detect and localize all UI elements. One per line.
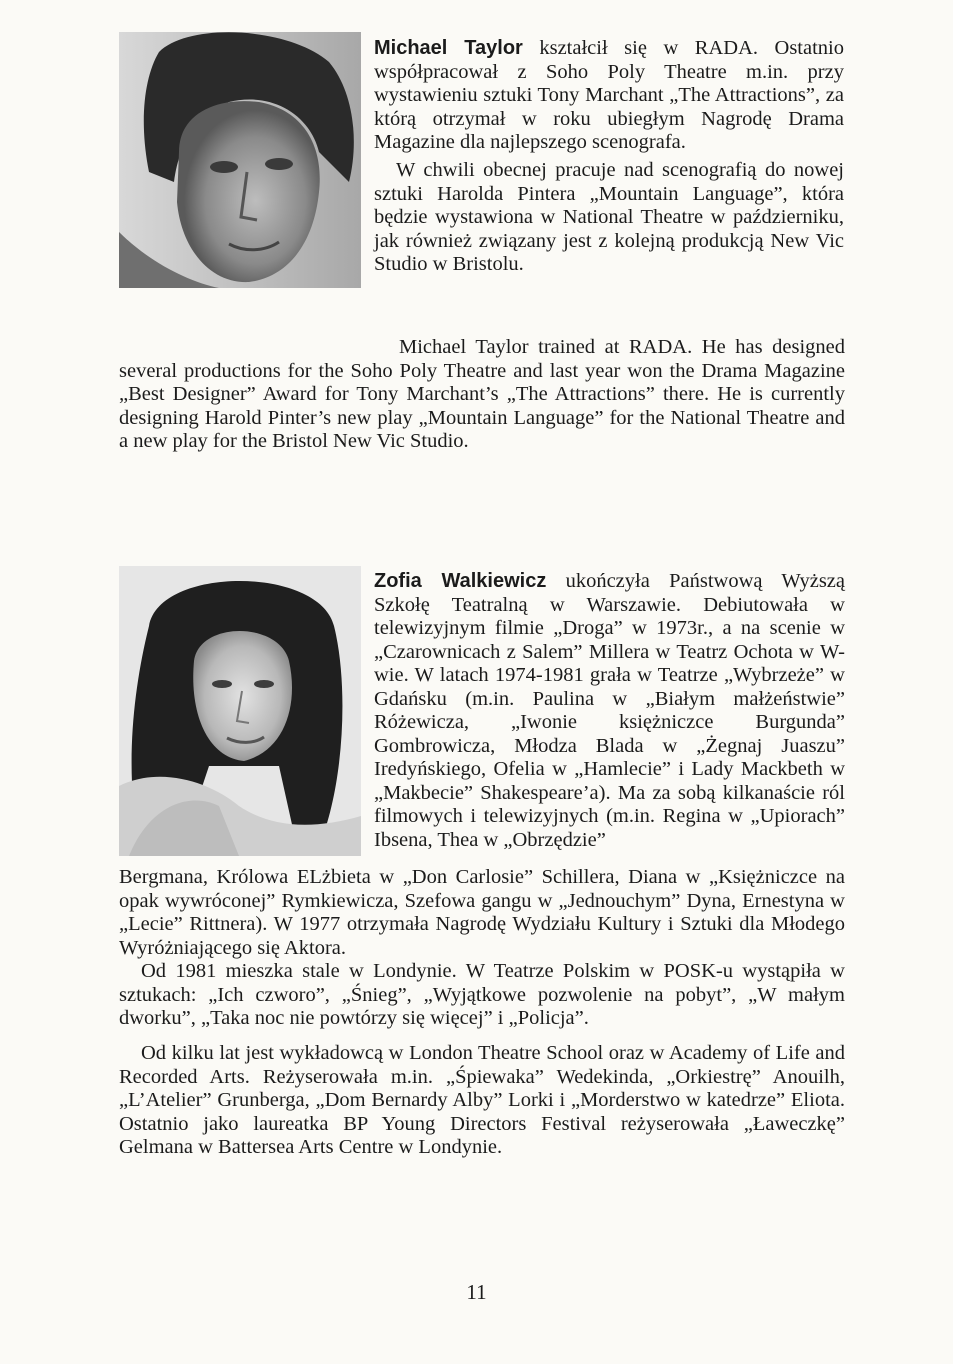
bio-text: Bergmana, Królowa ELżbieta w „Don Carlosie” Schillera, Diana w „Księżniczce na opak wywróconej” Rymkiewicza, Szefowa gangu w „Jednouchym” Dyna, Ernestyna w „Lecie” Rittnera). W 1977 otrzymała Nagrodę Wydziału Kultury i Sztuki dla Młodego Wyróżniającego się Aktora. bbox=[119, 866, 845, 959]
bio-name: Michael Taylor bbox=[374, 37, 523, 59]
bio-text: ukończyła Państwową Wyższą Szkołę Teatralną w Warszawie. Debiutowała w telewizyjnym filmie „Droga” w 1973r., a na scenie w „Czarownicach z Salem” Millera w Teatrz Ochota w W-wie. W latach 1974-1981 grała w Teatrze „Wybrzeże” w Gdańsku (m.in. Paulina w „Białym małżeństwie” Różewicza, „Iwonie księżniczce Burgunda” Gombrowicza, Młodza Blada w „Żegnaj Juaszu” Iredyńskiego, Ofelia w „Hamlecie” i Lady Mackbeth w „Makbecie” Shakespeare’a). Ma za sobą kilkanaście ról filmowych i telewizyjnych (m.in. Regina w „Upiorach” Ibsena, Thea w „Obrzędzie” bbox=[374, 570, 845, 852]
michael-taylor-polish-paragraph-1 bbox=[374, 37, 844, 155]
michael-taylor-english-paragraph bbox=[119, 336, 845, 454]
bio-text: Od kilku lat jest wykładowcą w London Theatre School oraz w Academy of Life and Recorded Arts. Reżyserowała m.in. „Śpiewaka” Wedekinda, „Orkiestrę” Anouilh, „L’Atelier” Grunberga, „Dom Bernardy Alby” Lorki i „Morderstwo w katedrze” Eliota. Ostatnio jako laureatka BP Young Directors Festival reżyserowała „Ławeczkę” Gelmana w Battersea Arts Centre w Londynie. bbox=[119, 1042, 845, 1159]
page-number: 11 bbox=[466, 1280, 487, 1304]
zofia-walkiewicz-paragraph-2 bbox=[119, 960, 845, 1031]
bio-text: Michael Taylor trained at RADA. He has designed several productions for the Soho Poly Theatre and last year won the Drama Magazine „Best Designer” Award for Tony Marchant’s „The Attractions” there. He is currently designing Harold Pinter’s new play „Mountain Language” for the National Theatre and a new play for the Bristol New Vic Studio. bbox=[119, 336, 845, 453]
zofia-walkiewicz-portrait bbox=[119, 566, 361, 856]
bio-text: Od 1981 mieszka stale w Londynie. W Teatrze Polskim w POSK-u wystąpiła w sztukach: „Ich czworo”, „Śnieg”, „Wyjątkowe pozwolenie na pobyt”, „W małym dworku”, „Taka noc nie powtórzy się więcej” i „Policja”. bbox=[119, 960, 845, 1030]
bio-text: kształcił się w RADA. Ostatnio współpracował z Soho Poly Theatre m.in. przy wystawieniu sztuki Tony Marchant „The Attractions”, za którą otrzymał w roku ubiegłym Nagrodę Drama Magazine dla najlepszego scenografa. bbox=[374, 37, 844, 154]
zofia-walkiewicz-paragraph-1-continued bbox=[119, 866, 845, 960]
michael-taylor-polish-paragraph-2 bbox=[374, 159, 844, 277]
bio-name: Zofia Walkiewicz bbox=[374, 570, 547, 592]
zofia-walkiewicz-paragraph-3 bbox=[119, 1042, 845, 1160]
bio-text: W chwili obecnej pracuje nad scenografią do nowej sztuki Harolda Pintera „Mountain Language”, która będzie wystawiona w National Theatre w październiku, jak również związany jest z kolejną produkcją New Vic Studio w Bristolu. bbox=[374, 159, 844, 276]
zofia-walkiewicz-paragraph-1 bbox=[374, 570, 845, 853]
michael-taylor-portrait bbox=[119, 32, 361, 288]
